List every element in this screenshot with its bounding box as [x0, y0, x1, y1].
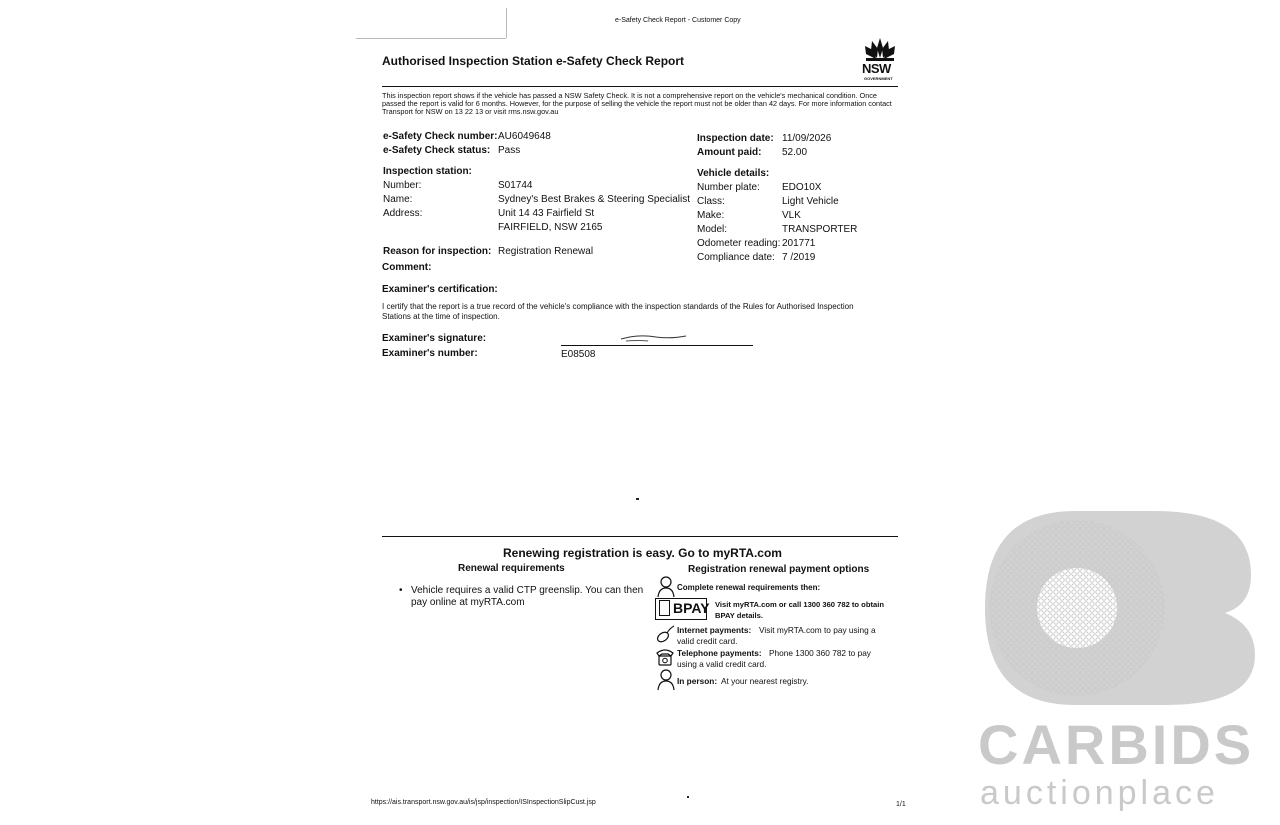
renewal-headline: Renewing registration is easy. Go to myRTA.com	[503, 546, 782, 560]
renewal-rule	[382, 536, 898, 537]
station-address-line1: Unit 14 43 Fairfield St	[498, 208, 595, 219]
signature-line	[561, 345, 753, 346]
person-icon	[656, 669, 676, 691]
vehicle-heading: Vehicle details:	[697, 168, 770, 179]
amount-paid-value: 52.00	[782, 147, 808, 158]
model-value: TRANSPORTER	[782, 224, 858, 235]
internet-payments-text: Visit myRTA.com to pay using a valid credit card.	[677, 625, 876, 646]
examiner-number-label: Examiner's number:	[382, 348, 478, 359]
inspection-date-label: Inspection date:	[697, 133, 774, 144]
internet-payments-label: Internet payments:	[677, 625, 752, 635]
header-rule	[382, 86, 898, 87]
watermark-brand: CARBIDS	[978, 713, 1255, 776]
intro-paragraph: This inspection report shows if the vehicle has passed a NSW Safety Check. It is not a comprehensive report on the vehicle's mechanical condition. Once passed the report is valid for 6 months. However, for the purpose of selling the vehicle the report must not be older than 42 days. For more information contact Transport for NSW on 13 22 13 or visit rms.nsw.gov.au	[382, 91, 892, 116]
waratah-icon	[858, 36, 902, 62]
bpay-text: Visit myRTA.com or call 1300 360 782 to obtain BPAY details.	[715, 600, 884, 620]
page-title: Authorised Inspection Station e-Safety Check Report	[382, 54, 685, 68]
certification-heading: Examiner's certification:	[382, 284, 498, 295]
page-number: 1/1	[896, 801, 906, 808]
odometer-value: 201771	[782, 238, 816, 249]
check-status-value: Pass	[498, 145, 521, 156]
footer-url: https://ais.transport.nsw.gov.au/is/jsp/inspection/ISInspectionSlipCust.jsp	[371, 799, 596, 806]
reason-value: Registration Renewal	[498, 246, 594, 257]
renewal-requirement-item: Vehicle requires a valid CTP greenslip. You can then pay online at myRTA.com	[411, 585, 644, 608]
renewal-requirements-heading: Renewal requirements	[458, 563, 565, 574]
check-number-label: e-Safety Check number:	[383, 131, 498, 142]
bpay-logo-text: BPAY	[673, 600, 710, 616]
inspection-date-value: 11/09/2026	[782, 133, 832, 144]
in-person-text: At your nearest registry.	[721, 676, 809, 686]
bpay-logo	[655, 598, 710, 620]
compliance-value: 7 /2019	[782, 252, 816, 263]
logo-subtext: GOVERNMENT	[864, 76, 893, 81]
certification-text: I certify that the report is a true record of the vehicle's compliance with the inspection standards of the Rules for Authorised Inspection Stations at the time of inspection.	[382, 302, 854, 321]
payment-options-heading: Registration renewal payment options	[688, 564, 870, 575]
examiner-number-value: E08508	[561, 349, 596, 360]
model-label: Model:	[697, 224, 728, 235]
plate-label: Number plate:	[697, 182, 760, 193]
carbids-b-logo	[975, 505, 1257, 710]
odometer-label: Odometer reading:	[697, 238, 781, 249]
station-address-label: Address:	[383, 208, 423, 219]
station-number-label: Number:	[383, 180, 422, 191]
scan-speck	[687, 796, 689, 798]
make-label: Make:	[697, 210, 725, 221]
plate-value: EDO10X	[782, 182, 822, 193]
logo-text: NSW	[862, 61, 891, 76]
top-caption: e-Safety Check Report - Customer Copy	[615, 17, 741, 24]
compliance-label: Compliance date:	[697, 252, 775, 263]
in-person-label: In person:	[677, 676, 718, 686]
class-label: Class:	[697, 196, 725, 207]
watermark-sub: auctionplace	[980, 774, 1219, 812]
bpay-b-icon	[659, 600, 670, 616]
telephone-icon	[655, 647, 675, 667]
complete-requirements-text: Complete renewal requirements then:	[677, 583, 821, 592]
station-heading: Inspection station:	[383, 166, 472, 177]
bullet: •	[399, 585, 403, 596]
station-number-value: S01744	[498, 180, 533, 191]
scan-edge-line	[356, 38, 506, 39]
station-name-value: Sydney's Best Brakes & Steering Specialist	[498, 194, 691, 205]
person-icon	[656, 576, 676, 598]
make-value: VLK	[782, 210, 801, 221]
telephone-payments-label: Telephone payments:	[677, 648, 762, 658]
station-address-line2: FAIRFIELD, NSW 2165	[498, 222, 603, 233]
check-status-label: e-Safety Check status:	[383, 145, 491, 156]
nsw-government-logo	[858, 36, 902, 84]
signature-label: Examiner's signature:	[382, 333, 487, 344]
class-value: Light Vehicle	[782, 196, 839, 207]
telephone-payments-text: Phone 1300 360 782 to pay using a valid credit card.	[677, 648, 871, 669]
comment-label: Comment:	[382, 262, 432, 273]
reason-label: Reason for inspection:	[383, 246, 492, 257]
scan-speck	[636, 498, 639, 500]
station-name-label: Name:	[383, 194, 413, 205]
check-number-value: AU6049648	[498, 131, 551, 142]
mouse-icon	[655, 624, 675, 644]
amount-paid-label: Amount paid:	[697, 147, 762, 158]
signature-scribble	[618, 332, 690, 344]
carbids-b-icon	[975, 505, 1257, 710]
scan-edge-line	[506, 8, 507, 38]
